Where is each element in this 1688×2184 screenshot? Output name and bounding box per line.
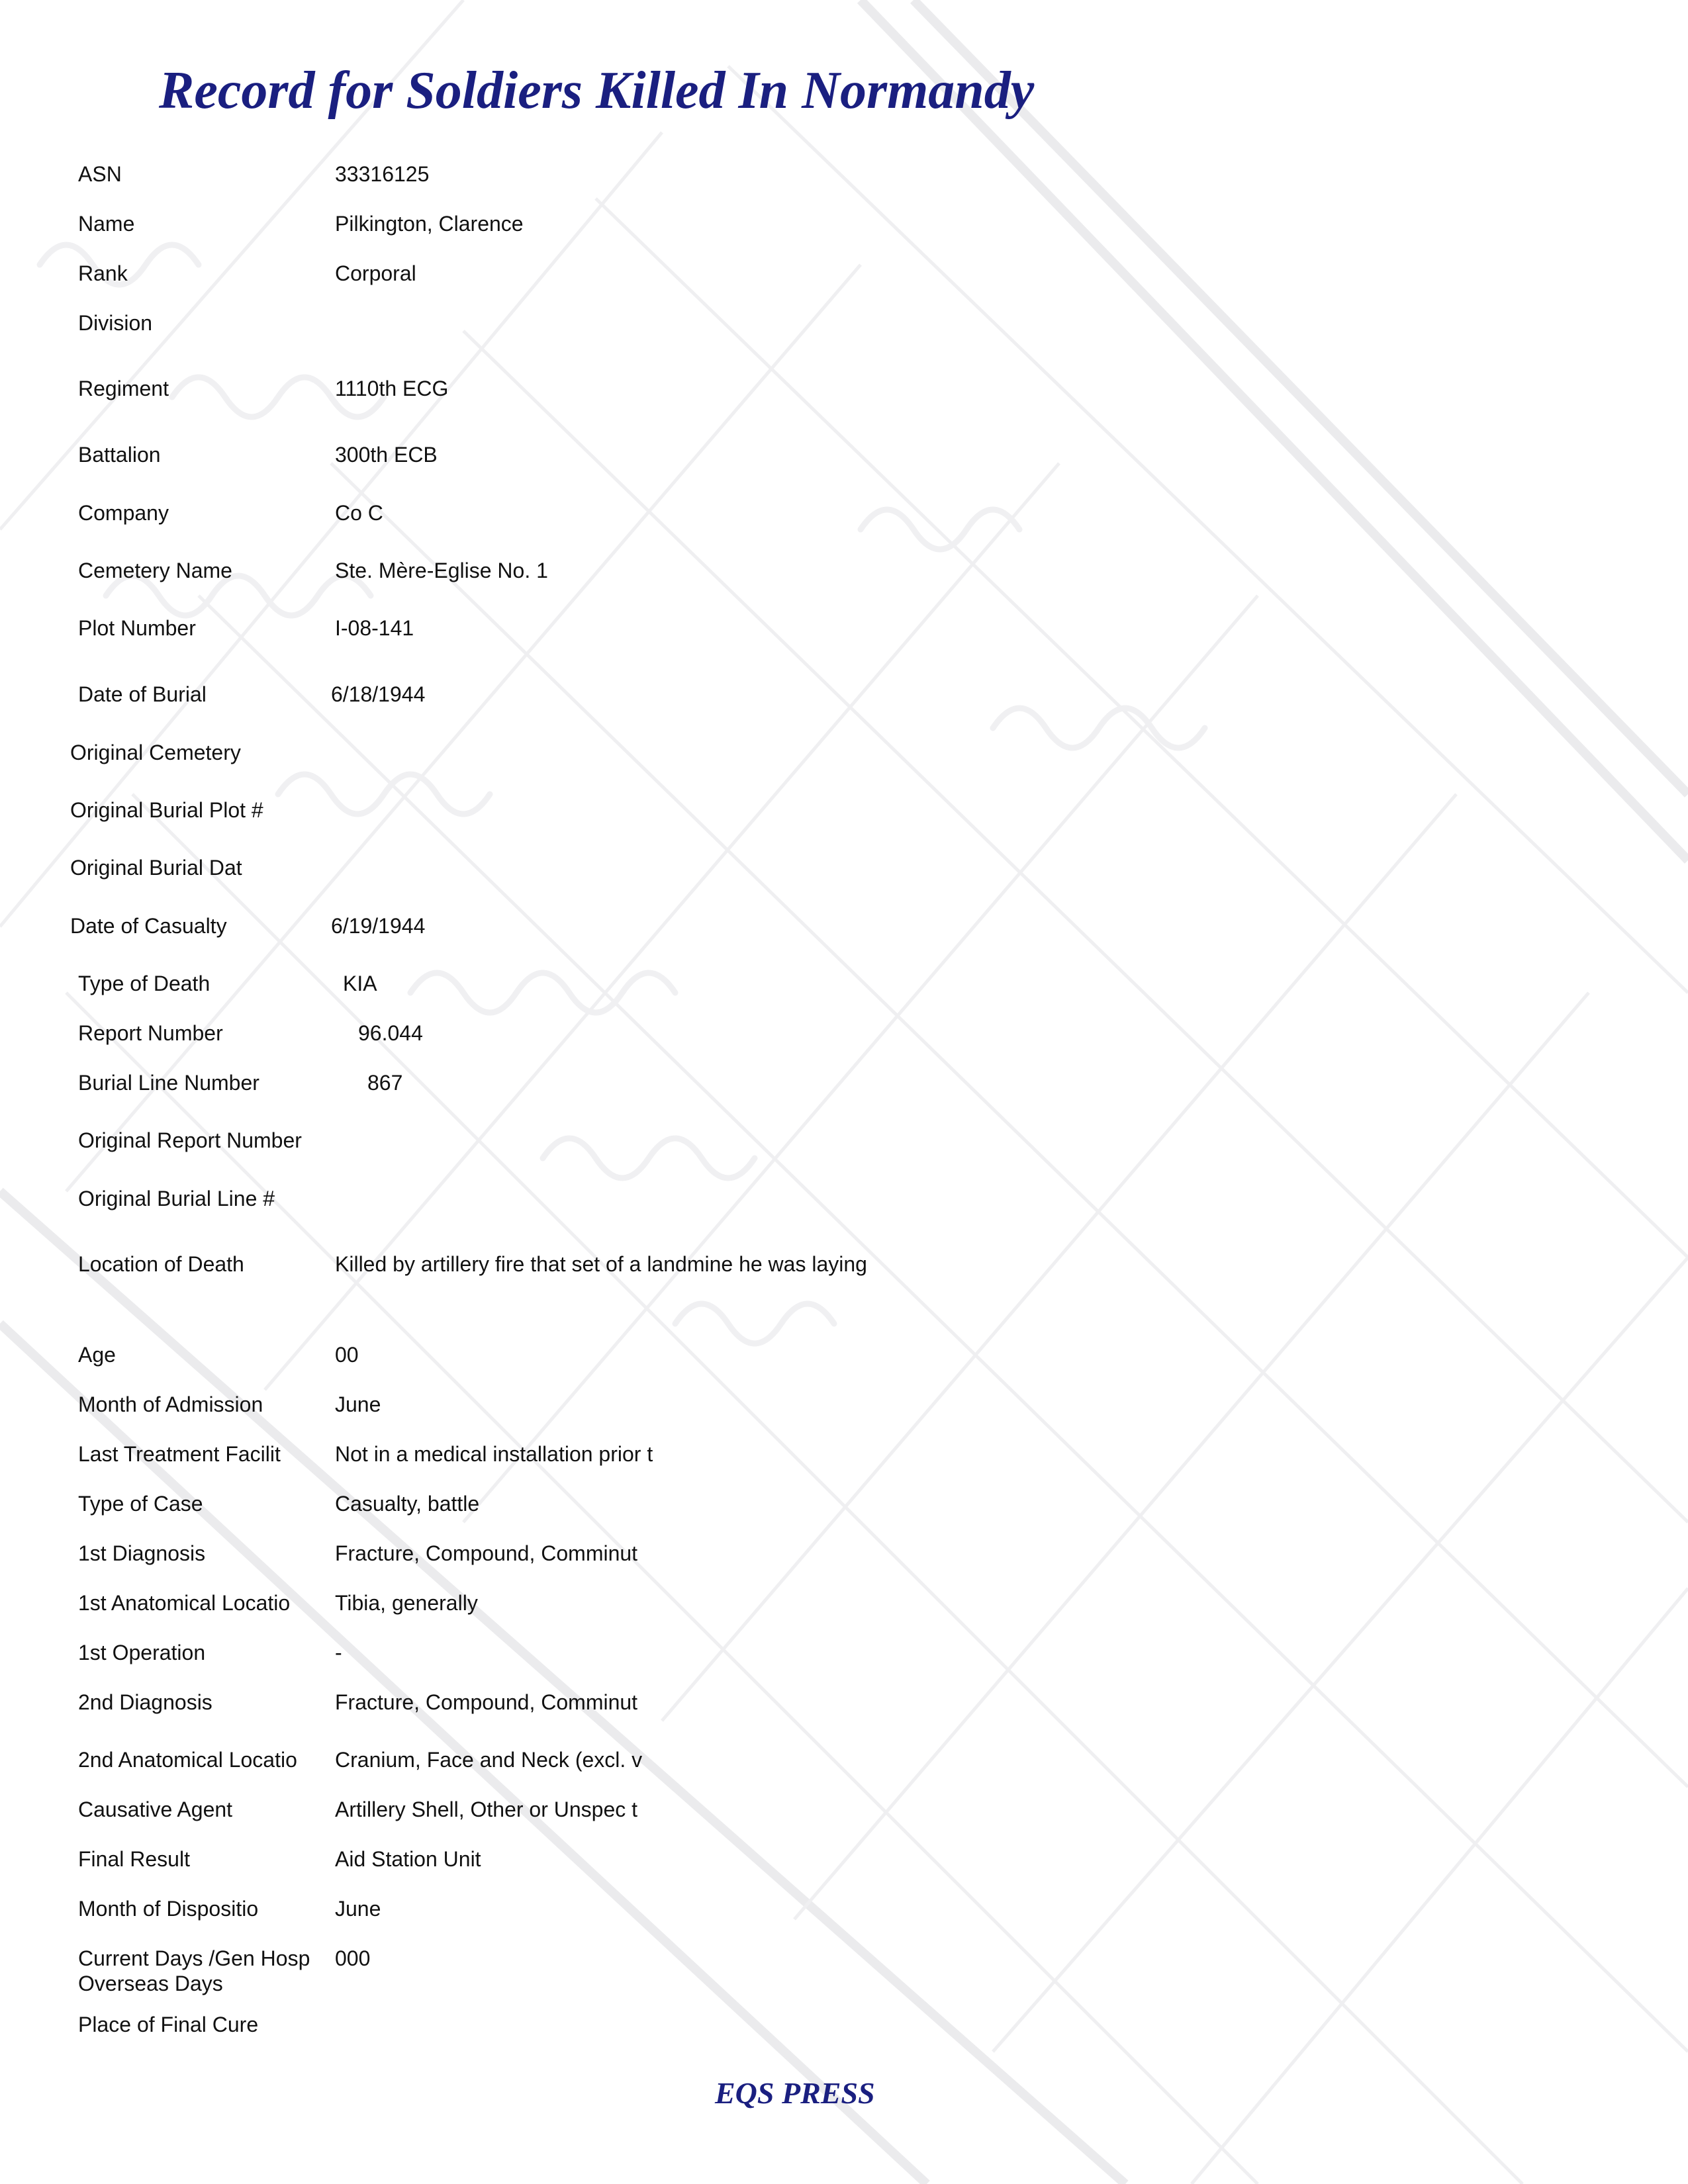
cemetery-name-value: Ste. Mère-Eglise No. 1: [335, 559, 548, 582]
asn-value: 33316125: [335, 162, 430, 186]
type-of-death-label: Type of Death: [78, 972, 211, 995]
original-burial-line-label: Original Burial Line #: [78, 1187, 275, 1210]
rank-value: Corporal: [335, 261, 416, 285]
publisher-footer: EQS PRESS: [715, 2076, 875, 2110]
first-operation-label: 1st Operation: [78, 1641, 206, 1664]
battalion-value: 300th ECB: [335, 443, 438, 467]
date-of-casualty-value: 6/19/1944: [331, 914, 426, 938]
first-diagnosis-value: Fracture, Compound, Comminut: [335, 1541, 638, 1565]
month-of-admission-value: June: [335, 1392, 381, 1416]
original-cemetery-label: Original Cemetery: [70, 741, 241, 764]
regiment-value: 1110th ECG: [335, 377, 449, 400]
company-label: Company: [78, 501, 169, 525]
cemetery-name-label: Cemetery Name: [78, 559, 232, 582]
type-of-case-value: Casualty, battle: [335, 1492, 480, 1516]
name-value: Pilkington, Clarence: [335, 212, 524, 236]
second-anatomical-location-label: 2nd Anatomical Locatio: [78, 1748, 297, 1772]
current-days-label: Current Days /Gen Hosp Overseas Days: [78, 1946, 310, 1995]
regiment-label: Regiment: [78, 377, 169, 400]
company-value: Co C: [335, 501, 383, 525]
type-of-death-value: KIA: [343, 972, 377, 995]
asn-label: ASN: [78, 162, 122, 186]
first-operation-value: -: [335, 1641, 342, 1664]
age-value: 00: [335, 1343, 359, 1367]
location-of-death-value: Killed by artillery fire that set of a landmine he was laying: [335, 1252, 867, 1276]
type-of-case-label: Type of Case: [78, 1492, 203, 1516]
first-diagnosis-label: 1st Diagnosis: [78, 1541, 206, 1565]
month-of-disposition-value: June: [335, 1897, 381, 1921]
month-of-admission-label: Month of Admission: [78, 1392, 263, 1416]
report-number-label: Report Number: [78, 1021, 223, 1045]
date-of-burial-label: Date of Burial: [78, 682, 207, 706]
date-of-casualty-label: Date of Casualty: [70, 914, 227, 938]
plot-number-label: Plot Number: [78, 616, 196, 640]
original-report-number-label: Original Report Number: [78, 1128, 302, 1152]
page-title: Record for Soldiers Killed In Normandy: [159, 62, 1035, 120]
causative-agent-label: Causative Agent: [78, 1797, 233, 1821]
burial-line-number-value: 867: [367, 1071, 403, 1095]
last-treatment-facility-label: Last Treatment Facilit: [78, 1442, 281, 1466]
rank-label: Rank: [78, 261, 128, 285]
second-anatomical-location-value: Cranium, Face and Neck (excl. v: [335, 1748, 643, 1772]
causative-agent-value: Artillery Shell, Other or Unspec t: [335, 1797, 638, 1821]
last-treatment-facility-value: Not in a medical installation prior t: [335, 1442, 653, 1466]
battalion-label: Battalion: [78, 443, 161, 467]
burial-line-number-label: Burial Line Number: [78, 1071, 259, 1095]
report-number-value: 96.044: [358, 1021, 423, 1045]
second-diagnosis-label: 2nd Diagnosis: [78, 1690, 212, 1714]
place-of-final-cure-label: Place of Final Cure: [78, 2013, 259, 2036]
final-result-value: Aid Station Unit: [335, 1847, 481, 1871]
final-result-label: Final Result: [78, 1847, 190, 1871]
name-label: Name: [78, 212, 135, 236]
date-of-burial-value: 6/18/1944: [331, 682, 426, 706]
original-burial-plot-label: Original Burial Plot #: [70, 798, 263, 822]
original-burial-date-label: Original Burial Dat: [70, 856, 242, 880]
age-label: Age: [78, 1343, 116, 1367]
second-diagnosis-value: Fracture, Compound, Comminut: [335, 1690, 638, 1714]
plot-number-value: I-08-141: [335, 616, 414, 640]
division-label: Division: [78, 311, 153, 335]
month-of-disposition-label: Month of Dispositio: [78, 1897, 259, 1921]
location-of-death-label: Location of Death: [78, 1252, 244, 1276]
first-anatomical-location-value: Tibia, generally: [335, 1591, 478, 1615]
current-days-value: 000: [335, 1946, 371, 1970]
first-anatomical-location-label: 1st Anatomical Locatio: [78, 1591, 291, 1615]
